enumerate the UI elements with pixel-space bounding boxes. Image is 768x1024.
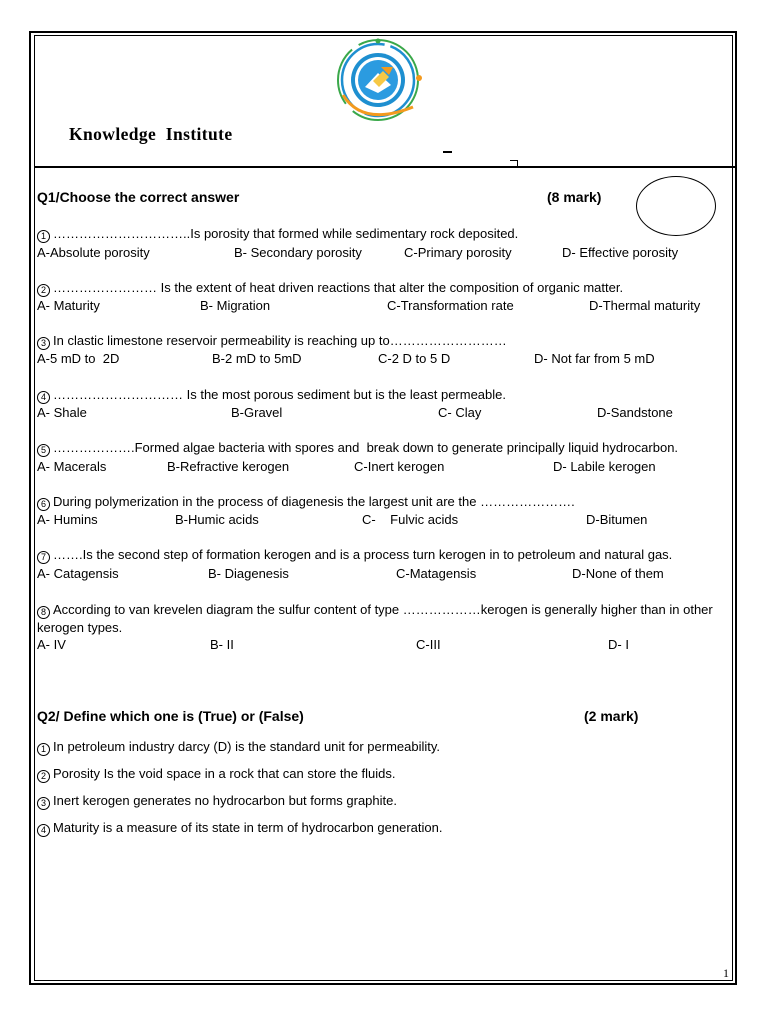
q1-item-6-option-d: D-Bitumen — [586, 512, 648, 527]
q2-statement-2 — [37, 766, 396, 783]
q1-item-5-option-c: C-Inert kerogen — [354, 459, 445, 474]
q1-item-7 — [37, 547, 727, 564]
circled-number-icon: 4 — [37, 391, 50, 404]
circled-number-icon: 6 — [37, 498, 50, 511]
circled-number-icon: 3 — [37, 337, 50, 350]
q1-item-5-text: ……………….Formed algae bacteria with spores and break down to generate principally liquid hydrocarbon. — [53, 440, 679, 455]
q1-item-8-option-d: D- I — [608, 637, 629, 652]
q1-item-2-option-d: D-Thermal maturity — [589, 298, 701, 313]
q1-item-1 — [37, 226, 727, 243]
q1-item-6 — [37, 494, 727, 511]
q1-item-3-option-c: C-2 D to 5 D — [378, 351, 451, 366]
q2-statement-3-text: Inert kerogen generates no hydrocarbon but forms graphite. — [53, 793, 397, 808]
q1-item-5-option-b: B-Refractive kerogen — [167, 459, 290, 474]
q1-item-3-option-a: A-5 mD to 2D — [37, 351, 120, 366]
page-number: 1 — [723, 966, 729, 980]
q2-title: Q2/ Define which one is (True) or (False) — [37, 708, 304, 724]
q1-item-2 — [37, 280, 727, 297]
q1-item-2-option-a: A- Maturity — [37, 298, 100, 313]
q1-item-5-option-a: A- Macerals — [37, 459, 107, 474]
q1-title: Q1/Choose the correct answer — [37, 189, 240, 205]
q1-item-1-option-b: B- Secondary porosity — [234, 245, 362, 260]
q1-item-7-option-b: B- Diagenesis — [208, 566, 289, 581]
q1-item-3-option-d: D- Not far from 5 mD — [534, 351, 655, 366]
q1-item-3-text: In clastic limestone reservoir permeability is reaching up to……………………… — [53, 333, 507, 348]
q2-statement-3 — [37, 793, 397, 810]
circled-number-icon: 1 — [37, 743, 50, 756]
q1-item-3-option-b: B-2 mD to 5mD — [212, 351, 302, 366]
q1-item-7-text: …….Is the second step of formation kerogen and is a process turn kerogen in to petroleum and natural gas. — [53, 547, 673, 562]
circled-number-icon: 2 — [37, 770, 50, 783]
q1-item-4 — [37, 387, 727, 404]
q1-item-8-option-b: B- II — [210, 637, 234, 652]
q1-item-6-option-a: A- Humins — [37, 512, 98, 527]
q1-item-1-option-a: A-Absolute porosity — [37, 245, 150, 260]
q1-item-2-option-c: C-Transformation rate — [387, 298, 514, 313]
institute-logo-icon — [333, 37, 433, 137]
q1-item-7-option-d: D-None of them — [572, 566, 664, 581]
q1-item-8-option-c: C-III — [416, 637, 441, 652]
header-dash — [443, 151, 452, 153]
circled-number-icon: 7 — [37, 551, 50, 564]
q1-item-6-text: During polymerization in the process of diagenesis the largest unit are the …………………. — [53, 494, 575, 509]
q1-item-7-option-a: A- Catagensis — [37, 566, 119, 581]
q2-marks: (2 mark) — [584, 708, 639, 724]
q1-item-5-option-d: D- Labile kerogen — [553, 459, 656, 474]
q1-item-2-option-b: B- Migration — [200, 298, 271, 313]
q1-item-4-option-d: D-Sandstone — [597, 405, 673, 420]
circled-number-icon: 8 — [37, 606, 50, 619]
q1-item-2-text: …………………… Is the extent of heat driven reactions that alter the composition of organic matter. — [53, 280, 624, 295]
q1-item-1-option-d: D- Effective porosity — [562, 245, 679, 260]
circled-number-icon: 5 — [37, 444, 50, 457]
q1-marks: (8 mark) — [547, 189, 602, 205]
q1-item-7-option-c: C-Matagensis — [396, 566, 477, 581]
q1-item-1-option-c: C-Primary porosity — [404, 245, 512, 260]
institute-name: Knowledge Institute — [69, 124, 233, 144]
q1-item-4-option-c: C- Clay — [438, 405, 482, 420]
header-divider — [34, 166, 737, 168]
q2-statement-1-text: In petroleum industry darcy (D) is the standard unit for permeability. — [53, 739, 441, 754]
q1-item-4-option-a: A- Shale — [37, 405, 87, 420]
q1-item-6-option-b: B-Humic acids — [175, 512, 259, 527]
q1-item-8-text: According to van krevelen diagram the sulfur content of type ………………kerogen is generally higher than in other kerogen types. — [37, 602, 713, 635]
q2-statement-4 — [37, 820, 442, 837]
q1-item-4-text: ………………………… Is the most porous sediment but is the least permeable. — [53, 387, 507, 402]
q2-statement-2-text: Porosity Is the void space in a rock that can store the fluids. — [53, 766, 396, 781]
q1-item-8 — [37, 601, 727, 637]
q2-statement-4-text: Maturity is a measure of its state in term of hydrocarbon generation. — [53, 820, 443, 835]
circled-number-icon: 2 — [37, 284, 50, 297]
circled-number-icon: 4 — [37, 824, 50, 837]
q1-item-6-option-c: C- Fulvic acids — [362, 512, 459, 527]
q2-statement-1 — [37, 739, 440, 756]
q1-item-1-text: …………………………..Is porosity that formed while sedimentary rock deposited. — [53, 226, 519, 241]
circled-number-icon: 3 — [37, 797, 50, 810]
circled-number-icon: 1 — [37, 230, 50, 243]
q1-item-4-option-b: B-Gravel — [231, 405, 283, 420]
q1-item-5 — [37, 440, 727, 457]
q1-item-3 — [37, 333, 727, 350]
q1-item-8-option-a: A- IV — [37, 637, 66, 652]
